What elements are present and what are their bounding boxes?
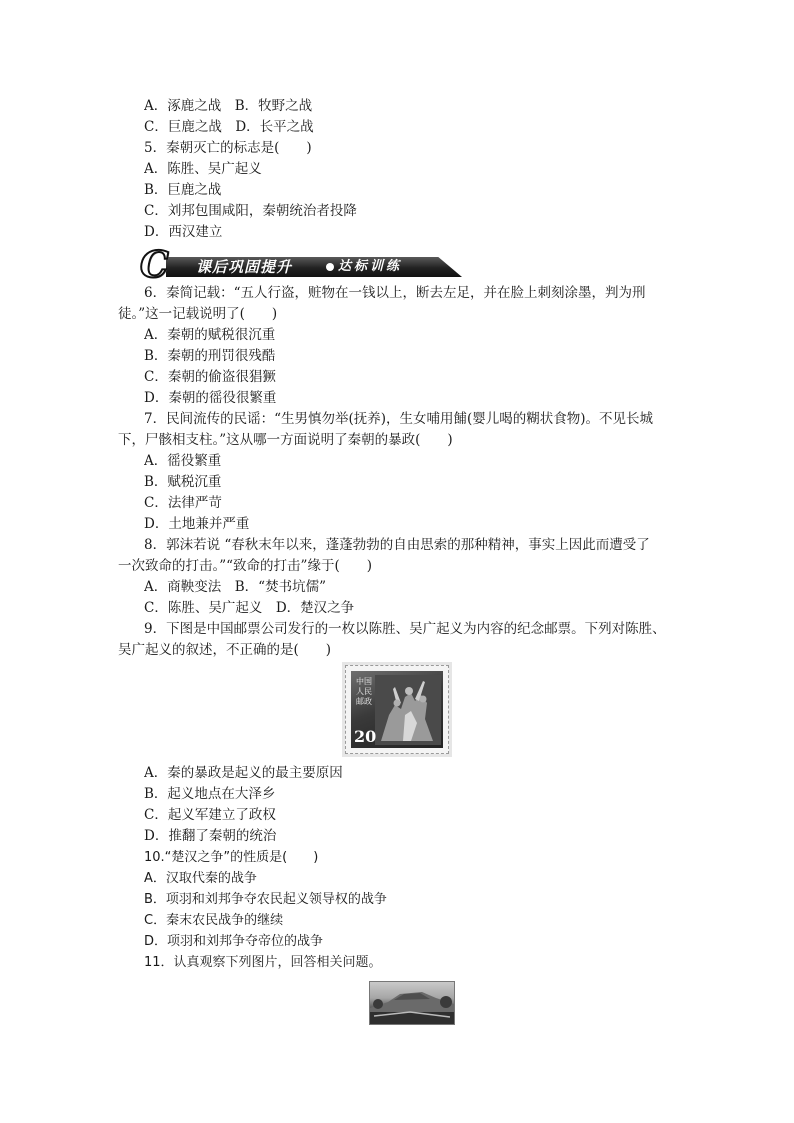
banner-subtitle: 达标训练 xyxy=(338,259,403,274)
banner-letter: C xyxy=(140,244,169,286)
q8-option-ab: A．商鞅变法 B．“焚书坑儒” xyxy=(144,579,326,595)
uprising-figures-icon xyxy=(375,675,441,745)
q10-option-a: A．汉取代秦的战争 xyxy=(144,871,257,886)
q6-option-a: A．秦朝的赋税很沉重 xyxy=(144,327,276,343)
q9-option-a: A．秦的暴政是起义的最主要原因 xyxy=(144,765,343,781)
q5-option-a: A．陈胜、吴广起义 xyxy=(144,161,262,177)
q7-option-a: A．徭役繁重 xyxy=(144,453,222,469)
stamp-value: 20 xyxy=(354,727,377,746)
q8-stem-line1: 8．郭沫若说 “春秋末年以来，蓬蓬勃勃的自由思索的那种精神，事实上因此而遭受了 xyxy=(144,537,650,553)
q9-option-c: C．起义军建立了政权 xyxy=(144,807,276,823)
commemorative-stamp-image xyxy=(345,665,449,754)
mausoleum-photo xyxy=(369,981,455,1025)
q6-option-c: C．秦朝的偷盗很猖獗 xyxy=(144,369,276,385)
q9-stem-line2: 吴广起义的叙述，不正确的是( ) xyxy=(118,642,332,658)
q7-option-b: B．赋税沉重 xyxy=(144,474,222,490)
q10-stem: 10.“楚汉之争”的性质是( ) xyxy=(144,850,319,865)
q5-stem: 5．秦朝灭亡的标志是( ) xyxy=(144,140,312,156)
banner-title: 课后巩固提升 xyxy=(196,258,293,276)
landscape-icon xyxy=(370,982,454,1024)
q8-option-cd: C．陈胜、吴广起义 D．楚汉之争 xyxy=(144,600,355,616)
q11-stem: 11．认真观察下列图片，回答相关问题。 xyxy=(144,955,382,970)
q10-option-c: C．秦末农民战争的继续 xyxy=(144,913,284,928)
section-banner xyxy=(140,244,462,286)
q7-option-d: D．土地兼并严重 xyxy=(144,516,250,532)
banner-dot-icon xyxy=(326,263,334,271)
q8-stem-line2: 一次致命的打击。”“致命的打击”缘于( ) xyxy=(118,558,372,574)
q6-stem-line1: 6．秦简记载：“五人行盗，赃物在一钱以上，断去左足，并在脸上刺刻涂墨，判为刑 xyxy=(144,285,646,301)
q10-option-b: B．项羽和刘邦争夺农民起义领导权的战争 xyxy=(144,892,387,907)
q6-stem-line2: 徒。”这一记载说明了( ) xyxy=(118,306,278,322)
stamp-country-label: 中国人民邮政 xyxy=(356,677,372,706)
q9-option-d: D．推翻了秦朝的统治 xyxy=(144,828,277,844)
stamp-artwork xyxy=(351,671,443,748)
q4-option-cd: C．巨鹿之战 D．长平之战 xyxy=(144,119,314,135)
q5-option-c: C．刘邦包围咸阳，秦朝统治者投降 xyxy=(144,203,357,219)
q6-option-b: B．秦朝的刑罚很残酷 xyxy=(144,348,276,364)
q5-option-d: D．西汉建立 xyxy=(144,224,223,240)
q7-option-c: C．法律严苛 xyxy=(144,495,222,511)
q6-option-d: D．秦朝的徭役很繁重 xyxy=(144,390,277,406)
q4-option-ab: A．涿鹿之战 B．牧野之战 xyxy=(144,98,313,114)
q10-option-d: D．项羽和刘邦争夺帝位的战争 xyxy=(144,934,324,949)
q5-option-b: B．巨鹿之战 xyxy=(144,182,222,198)
q7-stem-line1: 7．民间流传的民谣：“生男慎勿举(抚养)，生女哺用餔(婴儿喝的糊状食物)。不见长城 xyxy=(144,411,654,427)
q9-option-b: B．起义地点在大泽乡 xyxy=(144,786,276,802)
q9-stem-line1: 9．下图是中国邮票公司发行的一枚以陈胜、吴广起义为内容的纪念邮票。下列对陈胜、 xyxy=(144,621,666,637)
q7-stem-line2: 下，尸骸相支柱。”这从哪一方面说明了秦朝的暴政( ) xyxy=(118,432,453,448)
